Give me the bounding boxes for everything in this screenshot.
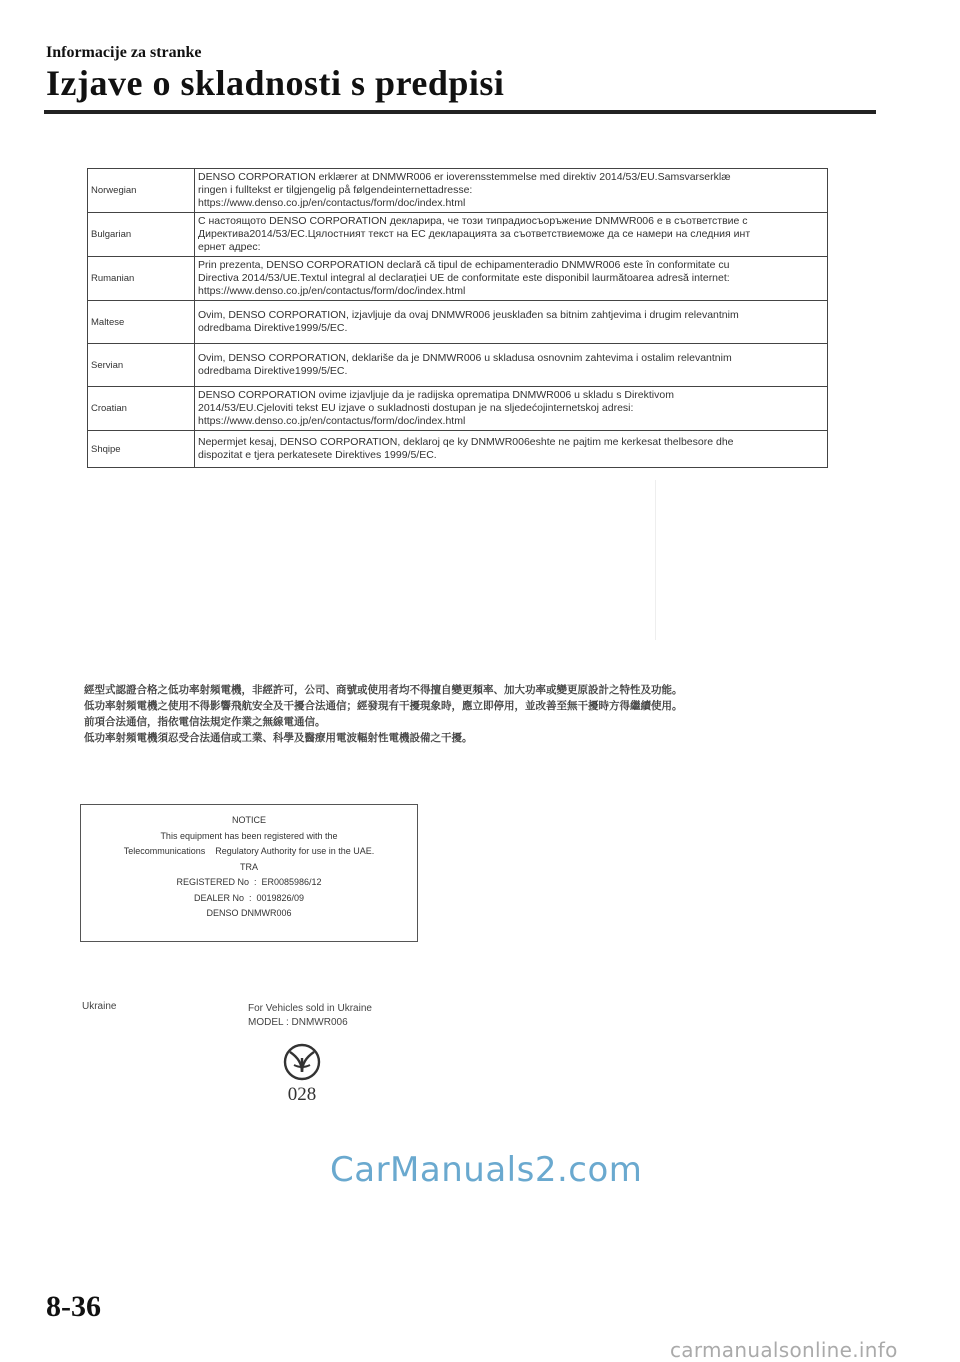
language-cell: Bulgarian [88,213,195,257]
table-row [88,169,828,213]
table-row [88,387,828,431]
ukrainian-conformity-mark-icon [278,1038,326,1086]
declarations-table [87,168,828,468]
table-row [88,431,828,468]
page-number: 8-36 [46,1290,101,1323]
language-cell: Maltese [88,301,195,344]
watermark-carmanuals2: CarManuals2.com [330,1150,643,1190]
title-rule [44,110,876,114]
scan-artifact-line [655,480,656,640]
language-cell: Rumanian [88,257,195,301]
uae-registered-number: REGISTERED No : ER0085986/12 [176,877,322,887]
declaration-text: Nepermjet kesaj, DENSO CORPORATION, deklaroj qe ky DNMWR006eshte ne pajtim me kerkesat thelbesore dhe dispozitat e tjera perkatesete Direktives 1999/5/EC. [195,431,828,468]
page-title: Izjave o skladnosti s predpisi [46,63,505,103]
declaration-text: Ovim, DENSO CORPORATION, izjavljuje da ovaj DNMWR006 jeusklađen sa bitnim zahtjevima i drugim relevantnim odredbama Direktive1999/5/EC. [195,301,828,344]
taiwan-ncc-notice: 經型式認證合格之低功率射頻電機，非經許可，公司、商號或使用者均不得擅自變更頻率、加大功率或變更原設計之特性及功能。 低功率射頻電機之使用不得影響飛航安全及干擾合法通信；經發現有干擾現象時，應立即停用，並改善至無干擾時方得繼續使用。 前項合法通信，指依電信法規定作業之無線電通信。 低功率射頻電機須忍受合法通信或工業、科學及醫療用電波輻射性電機設備之干擾。 [84,684,683,744]
section-label: Informacije za stranke [46,44,202,61]
table-row [88,301,828,344]
ukraine-label: Ukraine [82,1001,117,1012]
uae-dealer-number: DEALER No : 0019826/09 [193,892,305,903]
declaration-text: С настоящото DENSO CORPORATION декларира, че този типрадиосъоръжение DNMWR006 е в съответствие с Директива2014/53/EC.Цялостният текст на ЕС декларацията за съответствиеможе да се намери на следния инт ернет адрес: [195,213,828,257]
declaration-text: Ovim, DENSO CORPORATION, deklariše da je DNMWR006 u skladusa osnovnim zahtevima i ostalim relevantnim odredbama Direktive1999/5/EC. [195,344,828,387]
ukrainian-mark-code: 028 [287,1084,317,1105]
language-cell: Servian [88,344,195,387]
language-cell: Norwegian [88,169,195,213]
table-row [88,344,828,387]
declaration-text: DENSO CORPORATION erklærer at DNMWR006 er ioverensstemmelse med direktiv 2014/53/EU.Samsvarserklæ ringen i fulltekst er tilgjengelig på følgendeinternettadresse: https://www.denso.co.jp/en/contactus/form/doc/index.html [195,169,828,213]
ukraine-model: MODEL : DNMWR006 [248,1017,348,1028]
uae-notice-line: Telecommunications Regulatory Authority for use in the UAE. [123,846,375,856]
ukraine-info-line: For Vehicles sold in Ukraine [248,1003,372,1014]
watermark-carmanualsonline: carmanualsonline.info [670,1338,898,1362]
declaration-text: DENSO CORPORATION ovime izjavljuje da je radijska oprematipa DNMWR006 u skladu s Direktivom 2014/53/EU.Cjeloviti tekst EU izjave o sukladnosti dostupan je na sljedećojinternetskoj adresi: https://www.denso.co.jp/en/contactus/form/doc/index.html [195,387,828,431]
language-cell: Shqipe [88,431,195,468]
uae-model: DENSO DNMWR006 [206,908,292,918]
uae-notice-heading: NOTICE [231,815,266,825]
declaration-text: Prin prezenta, DENSO CORPORATION declară că tipul de echipamenteradio DNMWR006 este în conformitate cu Directiva 2014/53/UE.Textul integral al declarației UE de conformitate este disponibil laurmătoarea adresă internet: https://www.denso.co.jp/en/contactus/form/doc/index.html [195,257,828,301]
ukraine-info [248,1002,372,1030]
uae-notice-line: This equipment has been registered with the [160,830,338,841]
table-row [88,213,828,257]
uae-tra-notice-box [80,804,418,942]
uae-notice-line: TRA [240,861,258,872]
language-cell: Croatian [88,387,195,431]
table-row [88,257,828,301]
